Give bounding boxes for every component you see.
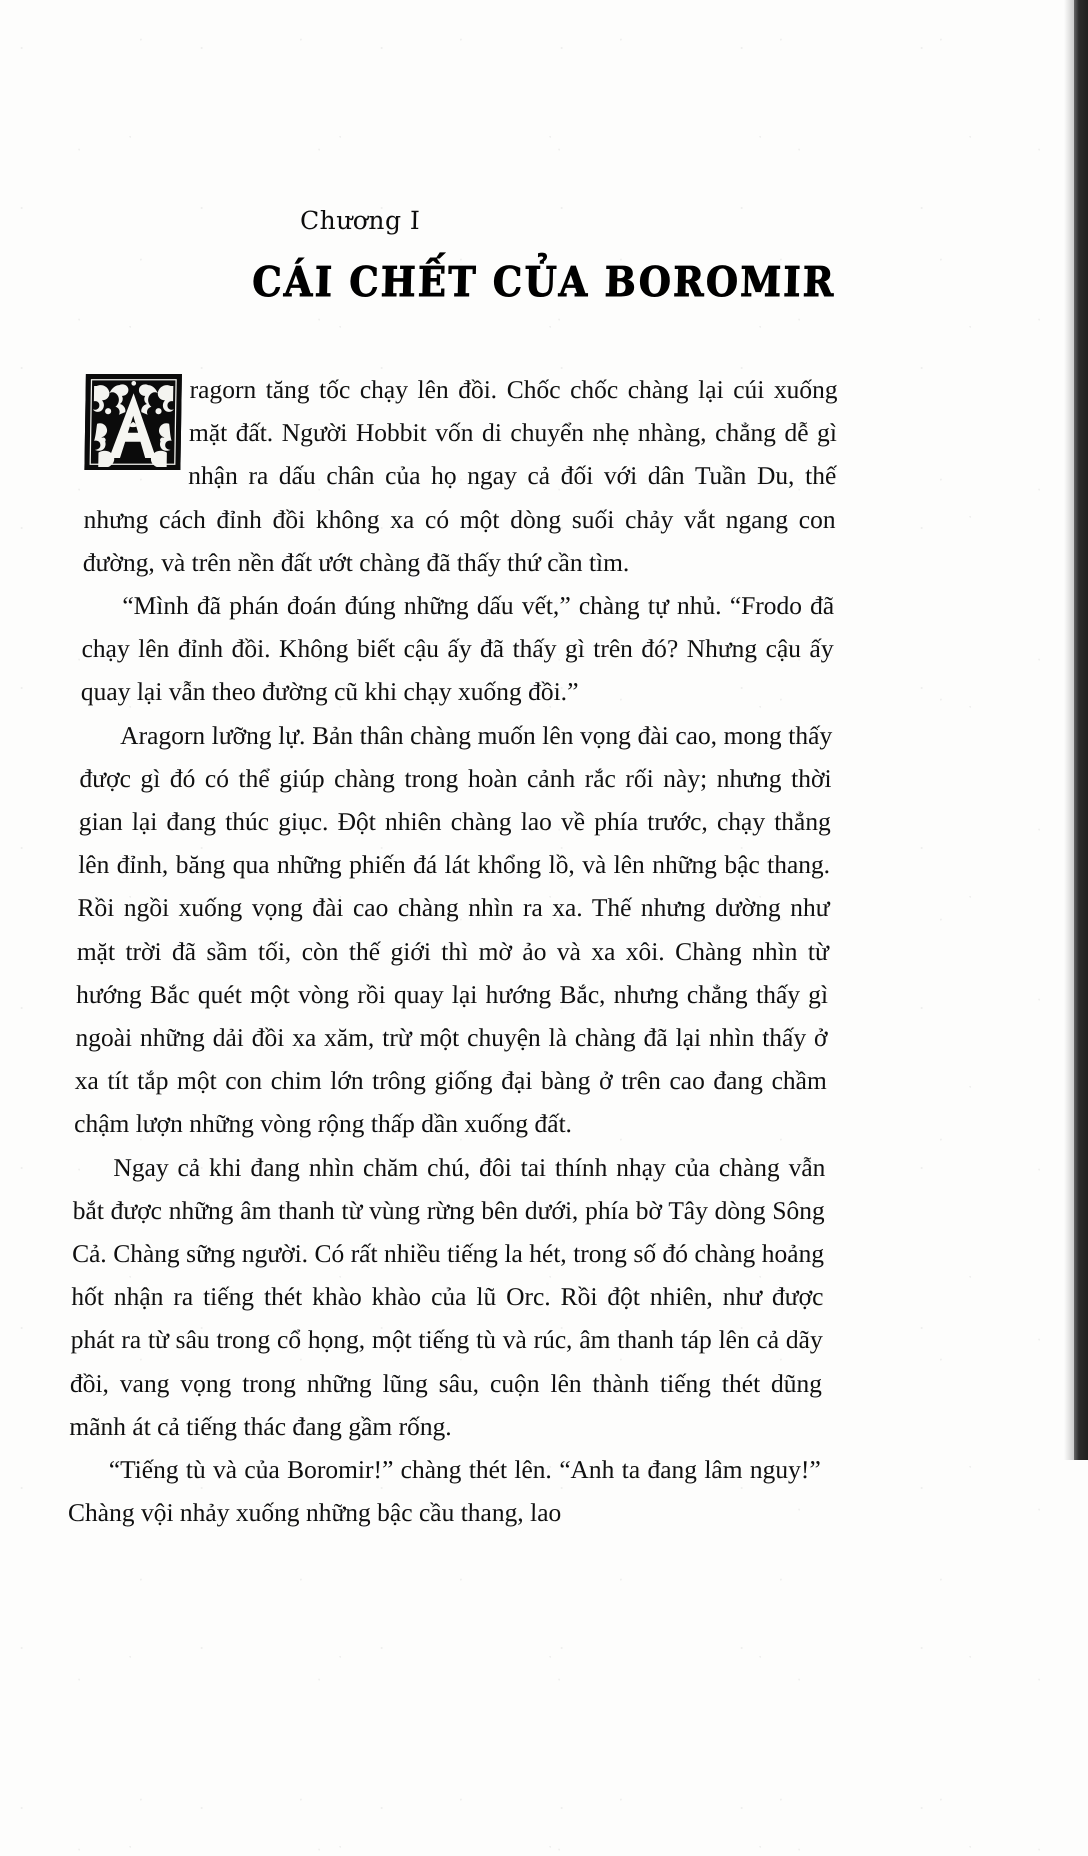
paragraph-4-text: Ngay cả khi đang nhìn chăm chú, đôi tai thính nhạy của chàng vẫn bắt được những âm thanh từ vùng rừng bên dưới, phía bờ Tây dòng Sông Cả. Chàng sững người. Có rất nhiều tiếng la hét, trong số đó chàng hoảng hốt nhận ra tiếng thét khào khào của lũ Orc. Rồi đột nhiên, như được phát ra từ sâu trong cổ họng, một tiếng tù và rúc, âm thanh táp lên cả dãy đồi, vang vọng trong những lũng sâu, cuộn lên thành tiếng thét dũng mãnh át cả tiếng thác đang gầm rống. <box>69 1152 826 1441</box>
paragraph-2-text: “Mình đã phán đoán đúng những dấu vết,” chàng tự nhủ. “Frodo đã chạy lên đỉnh đồi. Không biết cậu ấy đã thấy gì trên đó? Nhưng cậu ấy quay lại vẫn theo đường cũ khi chạy xuống đồi.” <box>80 591 835 707</box>
paragraph-5-text: “Tiếng tù và của Boromir!” chàng thét lên. “Anh ta đang lâm nguy!” Chàng vội nhảy xuống những bậc cầu thang, lao <box>67 1455 821 1528</box>
body-text-column <box>68 368 838 1534</box>
paragraph-3 <box>74 714 833 1146</box>
paragraph-1-text: ragorn tăng tốc chạy lên đồi. Chốc chốc chàng lại cúi xuống mặt đất. Người Hobbit vốn di chuyển nhẹ nhàng, chẳng dễ gì nhận ra dấu chân của họ ngay cả đối với dân Tuần Du, thế nhưng cách đỉnh đồi không xa có một dòng suối chảy vắt ngang con đường, và trên nền đất ướt chàng đã thấy thứ cần tìm. <box>82 375 838 577</box>
paragraph-5 <box>68 1448 821 1534</box>
paragraph-3-text: Aragorn lưỡng lự. Bản thân chàng muốn lên vọng đài cao, mong thấy được gì đó có thể giúp chàng trong hoàn cảnh rắc rối này; nhưng thời gian lại đang thúc giục. Đột nhiên chàng lao về phía trước, chạy thẳng lên đỉnh, băng qua những phiến đá lát khổng lồ, và lên những bậc thang. Rồi ngồi xuống vọng đài cao chàng nhìn ra xa. Thế nhưng dường như mặt trời đã sầm tối, còn thế giới thì mờ ảo và xa xôi. Chàng nhìn từ hướng Bắc quét một vòng rồi quay lại hướng Bắc, nhưng chẳng thấy gì ngoài những dải đồi xa xăm, trừ một chuyện là chàng đã lại nhìn thấy ở xa tít tắp một con chim lớn trông giống đại bàng ở trên cao đang chầm chậm lượn những vòng rộng thấp dần xuống đất. <box>73 720 833 1139</box>
chapter-label: Chương I <box>299 206 421 235</box>
ornate-dropcap-a-icon <box>84 374 182 470</box>
page-gutter-shadow <box>1074 0 1088 1460</box>
paragraph-4 <box>69 1146 826 1448</box>
paragraph-1 <box>83 368 838 584</box>
paragraph-2 <box>81 584 835 714</box>
page-title: CÁI CHẾT CỦA BOROMIR <box>251 258 837 306</box>
page-gutter-shadow-fade <box>1064 0 1074 1460</box>
